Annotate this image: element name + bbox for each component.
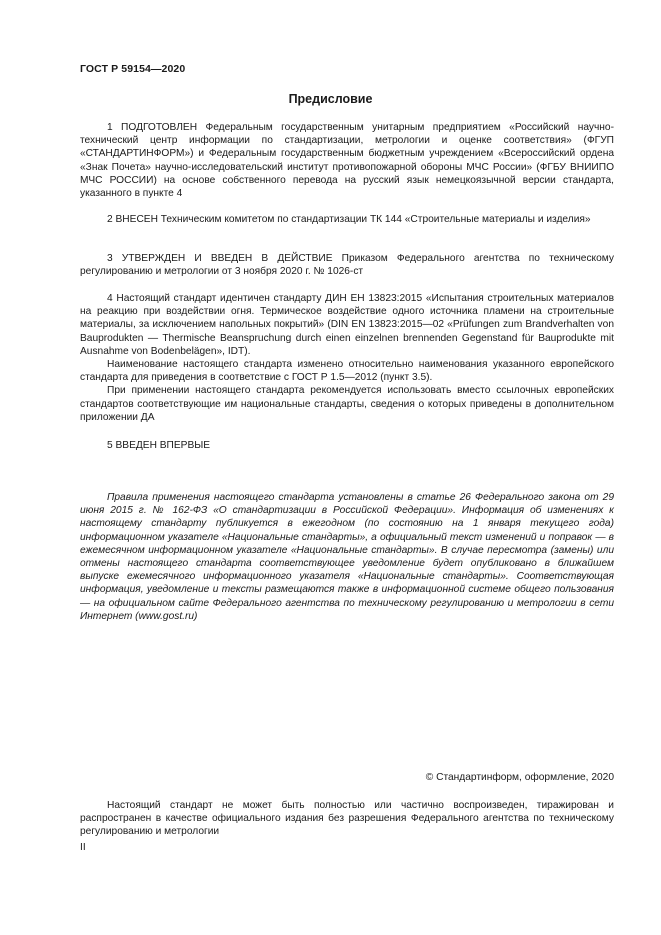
section-5-text: 5 ВВЕДЕН ВПЕРВЫЕ [107, 440, 211, 451]
reproduction-notice [80, 799, 614, 839]
section-2-text: 2 ВНЕСЕН Техническим комитетом по стандартизации ТК 144 «Строительные материалы и изделия» [107, 214, 591, 225]
page-number: II [80, 842, 86, 853]
section-3 [80, 252, 614, 278]
section-4-paragraph-1: 4 Настоящий стандарт идентичен стандарту ДИН ЕН 13823:2015 «Испытания строительных материалов на реакцию при воздействии огня. Термическое воздействие одного источника пламени на строительные материалы, за исключением напольных покрытий» (DIN EN 13823:2015—02 «Prüfungen zum Brandverhalten von Bauprodukten — Thermische Beanspruchung durch einen einzelnen brennenden Gegenstand für Bauprodukte mit Ausnahme von Bodenbelägen», IDT). [80, 293, 614, 357]
section-3-text: 3 УТВЕРЖДЕН И ВВЕДЕН В ДЕЙСТВИЕ Приказом Федерального агентства по техническому регулированию и метрологии от 3 ноября 2020 г. № 1026-ст [80, 253, 614, 278]
section-4 [80, 292, 614, 424]
section-2 [80, 213, 614, 226]
section-4-paragraph-2: Наименование настоящего стандарта изменено относительно наименования указанного европейского стандарта для приведения в соответствие с ГОСТ Р 1.5—2012 (пункт 3.5). [80, 359, 614, 384]
section-5 [80, 439, 614, 452]
reproduction-notice-text: Настоящий стандарт не может быть полностью или частично воспроизведен, тиражирован и распространен в качестве официального издания без разрешения Федерального агентства по техническому регулированию и метрологии [80, 800, 614, 838]
section-1-text: 1 ПОДГОТОВЛЕН Федеральным государственным унитарным предприятием «Российский научно-технический центр информации по стандартизации, метрологии и оценке соответствия» (ФГУП «СТАНДАРТИНФОРМ») и Федеральным государственным бюджетным учреждением «Всероссийский ордена «Знак Почета» научно-исследовательский институт противопожарной обороны МЧС России» (ФГБУ ВНИИПО МЧС РОССИИ) на основе собственного перевода на русский язык немецкоязычной версии стандарта, указанного в пункте 4 [80, 122, 614, 200]
document-code: ГОСТ Р 59154—2020 [80, 63, 186, 75]
application-rules-text: Правила применения настоящего стандарта установлены в статье 26 Федерального закона от 29 июня 2015 г. № 162-ФЗ «О стандартизации в Российской Федерации». Информация об изменениях к настоящему стандарту публикуется в ежегодном (по состоянию на 1 января текущего года) информационном указателе «Национальные стандарты», а официальный текст изменений и поправок — в ежемесячном информационном указателе «Национальные стандарты». В случае пересмотра (замены) или отмены настоящего стандарта соответствующее уведомление будет опубликовано в ближайшем выпуске ежемесячного информационного указателя «Национальные стандарты». Соответствующая информация, уведомление и тексты размещаются также в информационной системе общего пользования — на официальном сайте Федерального агентства по техническому регулированию и метрологии в сети Интернет (www.gost.ru) [80, 492, 614, 622]
copyright-line: © Стандартинформ, оформление, 2020 [425, 772, 614, 783]
section-1 [80, 121, 614, 200]
section-4-paragraph-3: При применении настоящего стандарта рекомендуется использовать вместо ссылочных европейских стандартов соответствующие им национальные стандарты, сведения о которых приведены в дополнительном приложении ДА [80, 385, 614, 423]
page-title: Предисловие [288, 92, 373, 106]
application-rules-note [80, 491, 614, 623]
